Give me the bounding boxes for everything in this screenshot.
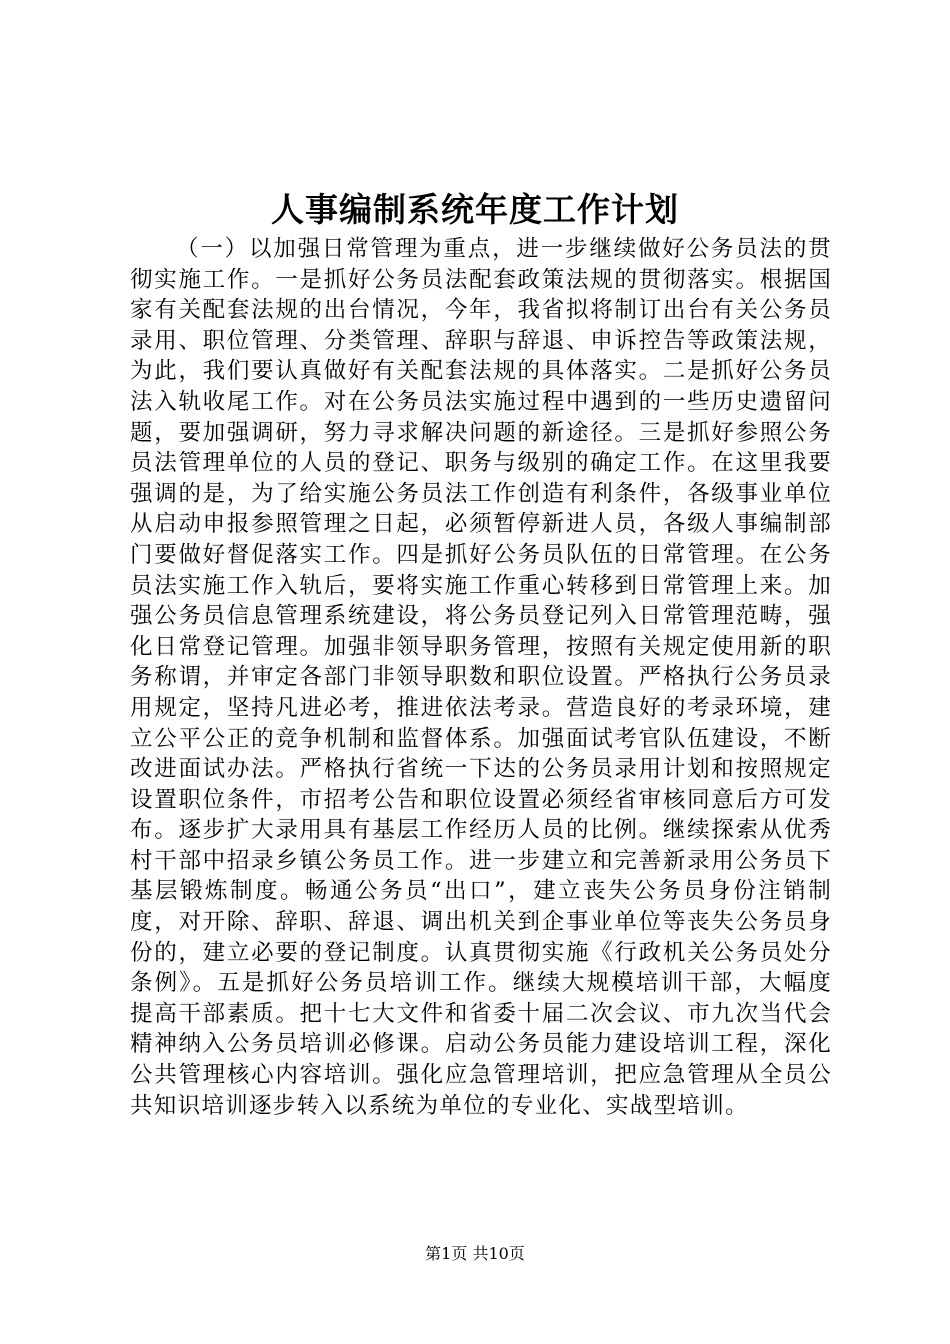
document-title: 人事编制系统年度工作计划: [271, 190, 679, 229]
body-paragraph: （一）以加强日常管理为重点，进一步继续做好公务员法的贯彻实施工作。一是抓好公务员法配套政策法规的贯彻落实。根据国家有关配套法规的出台情况，今年，我省拟将制订出台有关公务员录用、职位管理、分类管理、辞职与辞退、申诉控告等政策法规，为此，我们要认真做好有关配套法规的具体落实。二是抓好公务员法入轨收尾工作。对在公务员法实施过程中遇到的一些历史遗留问题，要加强调研，努力寻求解决问题的新途径。三是抓好参照公务员法管理单位的人员的登记、职务与级别的确定工作。在这里我要强调的是，为了给实施公务员法工作创造有利条件，各级事业单位从启动申报参照管理之日起，必须暂停新进人员，各级人事编制部门要做好督促落实工作。四是抓好公务员队伍的日常管理。在公务员法实施工作入轨后，要将实施工作重心转移到日常管理上来。加强公务员信息管理系统建设，将公务员登记列入日常管理范畴，强化日常登记管理。加强非领导职务管理，按照有关规定使用新的职务称谓，并审定各部门非领导职数和职位设置。严格执行公务员录用规定，坚持凡进必考，推进依法考录。营造良好的考录环境，建立公平公正的竞争机制和监督体系。加强面试考官队伍建设，不断改进面试办法。严格执行省统一下达的公务员录用计划和按照规定设置职位条件，市招考公告和职位设置必须经省审核同意后方可发布。逐步扩大录用具有基层工作经历人员的比例。继续探索从优秀村干部中招录乡镇公务员工作。进一步建立和完善新录用公务员下基层锻炼制度。畅通公务员“出口”，建立丧失公务员身份注销制度，对开除、辞职、辞退、调出机关到企事业单位等丧失公务员身份的，建立必要的登记制度。认真贯彻实施《行政机关公务员处分条例》。五是抓好公务员培训工作。继续大规模培训干部，大幅度提高干部素质。把十七大文件和省委十届二次会议、市九次当代会精神纳入公务员培训必修课。启动公务员能力建设培训工程，深化公共管理核心内容培训。强化应急管理培训，把应急管理从全员公共知识培训逐步转入以系统为单位的专业化、实战型培训。: [130, 236, 832, 1119]
page-number: 第1页: [425, 1244, 468, 1263]
page-total: 共10页: [472, 1244, 525, 1263]
page-footer: [0, 1242, 950, 1266]
